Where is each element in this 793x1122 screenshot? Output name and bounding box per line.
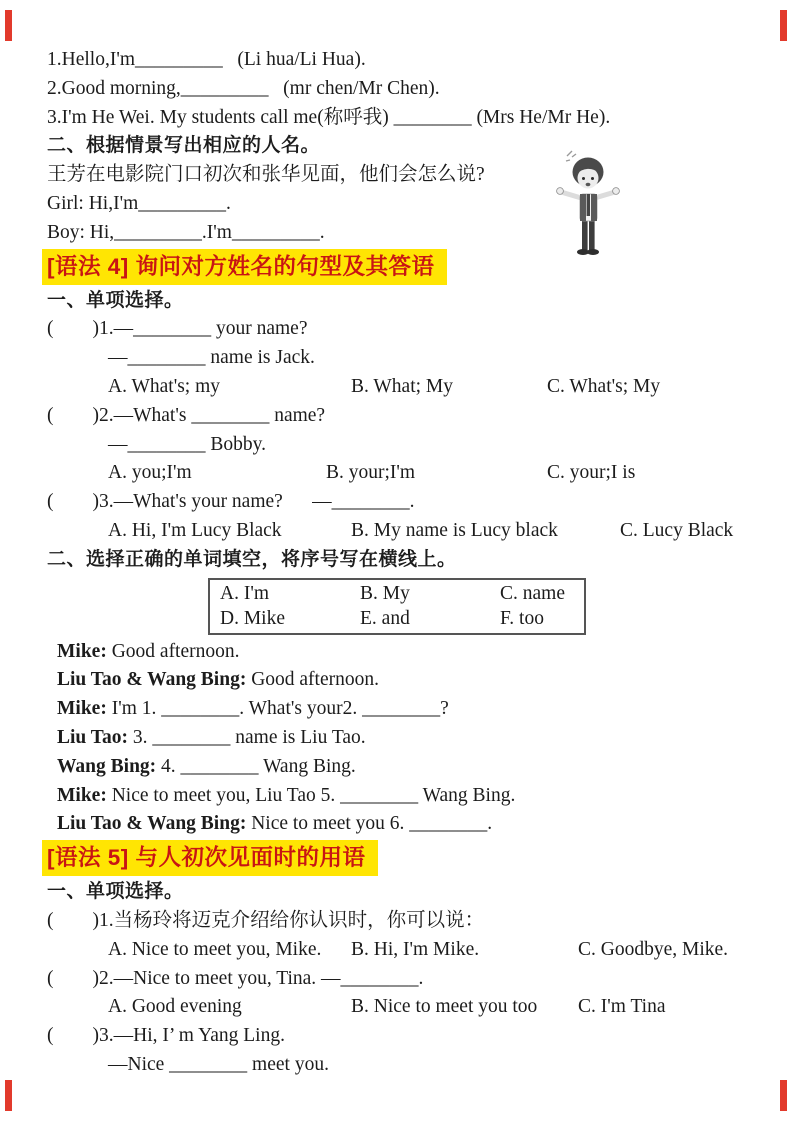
option-a: A. Hi, I'm Lucy Black — [108, 519, 282, 541]
option-c: C. Lucy Black — [620, 519, 734, 541]
word-bank-cell: C. name — [500, 582, 565, 604]
word-bank-row-1 — [220, 581, 584, 606]
g4-q2-line1: ( )2.—What's ________ name? — [47, 404, 326, 426]
speaker-name: Liu Tao & Wang Bing: — [57, 669, 247, 691]
word-bank-box — [208, 578, 586, 635]
word-bank-cell: A. I'm — [220, 582, 270, 604]
worksheet-content — [47, 46, 763, 1080]
crop-mark-top-right — [780, 10, 787, 41]
option-c: C. I'm Tina — [578, 996, 666, 1018]
crop-mark-top-left — [5, 10, 12, 41]
dialogue-text: Nice to meet you 6. ________. — [246, 813, 493, 835]
dialogue-text: Nice to meet you, Liu Tao 5. ________ Wang Bing. — [106, 784, 516, 806]
dialogue-text: 4. ________ Wang Bing. — [156, 755, 356, 777]
g4-q2-line2: —________ Bobby. — [108, 433, 266, 455]
dialogue-line — [57, 724, 763, 753]
option-b: B. My name is Lucy black — [351, 519, 558, 541]
grammar4-title: [语法 4] 询问对方姓名的句型及其答语 — [42, 249, 447, 285]
word-bank-cell: D. Mike — [220, 607, 285, 629]
g4-q3-line1: ( )3.—What's your name? —________. — [47, 491, 415, 513]
girl-line: Girl: Hi,I'm_________. — [47, 192, 231, 214]
option-a: A. Good evening — [108, 996, 242, 1018]
crop-mark-bottom-left — [5, 1080, 12, 1111]
section-heading-two: 二、根据情景写出相应的人名。 — [47, 135, 321, 157]
option-b: B. What; My — [351, 375, 454, 397]
option-a: A. Nice to meet you, Mike. — [108, 938, 322, 960]
speaker-name: Liu Tao & Wang Bing: — [57, 813, 247, 835]
option-c: C. What's; My — [547, 375, 661, 397]
dialogue-text: 3. ________ name is Liu Tao. — [128, 726, 366, 748]
dialogue-line — [57, 695, 763, 724]
speaker-name: Wang Bing: — [57, 755, 157, 777]
dialogue-line — [57, 782, 763, 811]
option-b: B. Hi, I'm Mike. — [351, 938, 480, 960]
dialogue-text: Good afternoon. — [106, 640, 240, 662]
grammar5-title: [语法 5] 与人初次见面时的用语 — [42, 840, 378, 876]
scenario-text: 王芳在电影院门口初次和张华见面，他们会怎么说? — [47, 164, 485, 186]
option-b: B. Nice to meet you too — [351, 996, 538, 1018]
g5-q1-options — [108, 936, 763, 965]
fill-blank-item-3: 3.I'm He Wei. My students call me(称呼我) ________ (Mrs He/Mr He). — [47, 106, 611, 128]
fill-blank-item-2: 2.Good morning,_________ (mr chen/Mr Chen). — [47, 77, 440, 99]
grammar5-header-row — [47, 840, 763, 876]
crop-mark-bottom-right — [780, 1080, 787, 1111]
grammar4-header-row — [47, 249, 763, 285]
word-bank-cell: F. too — [500, 607, 544, 629]
dialogue-line — [57, 753, 763, 782]
g5-q2-options — [108, 993, 763, 1022]
speaker-name: Mike: — [57, 784, 107, 806]
g4-q1-line2: —________ name is Jack. — [108, 347, 315, 369]
speaker-name: Mike: — [57, 698, 107, 720]
g4-heading-one: 一、单项选择。 — [47, 289, 184, 311]
g4-heading-two: 二、选择正确的单词填空，将序号写在横线上。 — [47, 548, 457, 570]
option-a: A. What's; my — [108, 375, 221, 397]
g5-q3-line1: ( )3.—Hi, I’ m Yang Ling. — [47, 1025, 285, 1047]
fill-blank-item-1: 1.Hello,I'm_________ (Li hua/Li Hua). — [47, 49, 366, 70]
g5-q1-line1: ( )1.当杨玲将迈克介绍给你认识时，你可以说： — [47, 909, 485, 931]
speaker-name: Liu Tao: — [57, 726, 129, 748]
dialogue-text: Good afternoon. — [246, 669, 379, 691]
dialogue-text: I'm 1. ________. What's your2. ________? — [106, 698, 449, 720]
dialogue-line — [57, 810, 763, 839]
g5-q2-line1: ( )2.—Nice to meet you, Tina. —________. — [47, 967, 424, 989]
g5-q3-line2: —Nice ________ meet you. — [108, 1053, 329, 1075]
g4-q3-options — [108, 517, 763, 546]
g4-q2-options — [108, 459, 763, 488]
dialogue-line — [57, 666, 763, 695]
g4-q1-options — [108, 373, 763, 402]
g5-heading-one: 一、单项选择。 — [47, 881, 184, 903]
option-c: C. Goodbye, Mike. — [578, 938, 729, 960]
word-bank-cell: E. and — [360, 607, 410, 629]
word-bank-row-2 — [220, 606, 584, 631]
boy-line: Boy: Hi,_________.I'm_________. — [47, 221, 325, 243]
g4-q1-line1: ( )1.—________ your name? — [47, 318, 308, 340]
option-a: A. you;I'm — [108, 462, 192, 484]
word-bank-cell: B. My — [360, 582, 410, 604]
speaker-name: Mike: — [57, 640, 107, 662]
option-c: C. your;I is — [547, 462, 636, 484]
dialogue-line — [57, 638, 763, 667]
option-b: B. your;I'm — [326, 462, 416, 484]
